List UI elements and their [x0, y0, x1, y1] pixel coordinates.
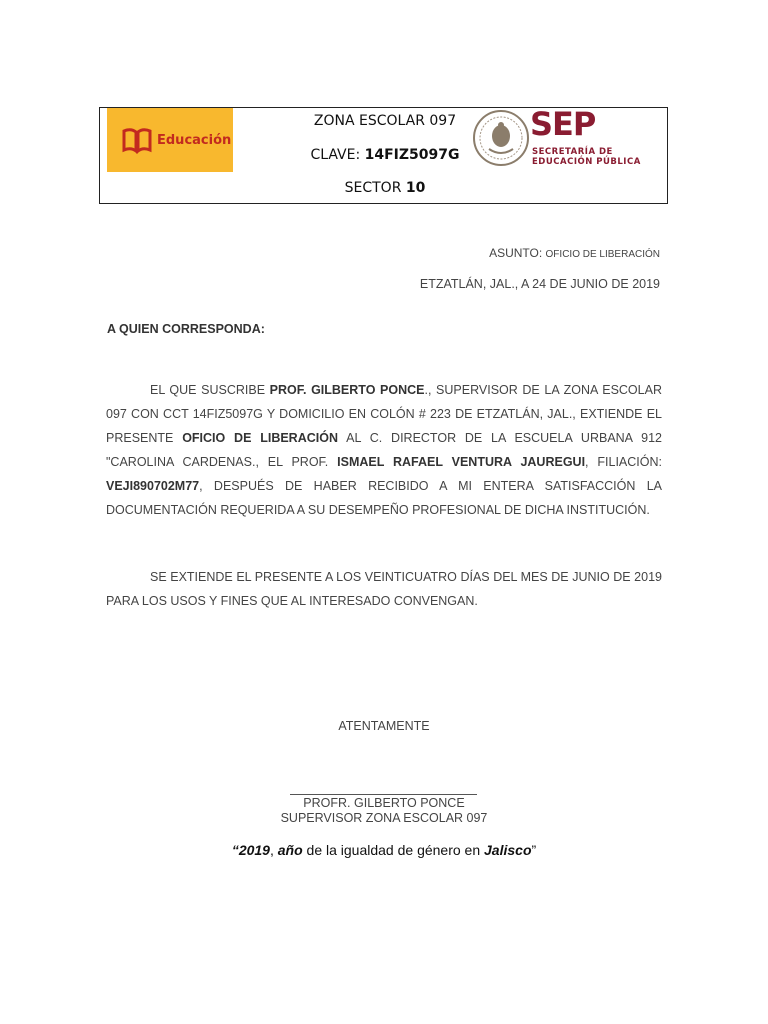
body-paragraph-1	[106, 378, 662, 522]
motto-comma: ,	[269, 842, 278, 858]
p1-text-3: AL C. DIRECTOR DE LA ESCUELA URBANA 912 "CAROLINA CARDENAS., EL PROF.	[106, 431, 662, 469]
zona-escolar: ZONA ESCOLAR 097	[313, 113, 457, 129]
closing: ATENTAMENTE	[338, 719, 430, 733]
motto-text: de la igualdad de género en	[302, 842, 485, 858]
asunto-value: OFICIO DE LIBERACIÓN	[545, 249, 660, 260]
motto-jalisco: Jalisco	[484, 842, 532, 858]
sep-subtitle-line-1: SECRETARÍA DE	[532, 147, 613, 157]
motto-ano: año	[277, 842, 303, 858]
book-icon	[121, 126, 153, 154]
p1-text-1: EL QUE SUSCRIBE	[150, 383, 270, 397]
letterhead	[99, 107, 668, 204]
sep-logo-text: SEP	[530, 105, 596, 143]
p1-text-4: , FILIACIÓN:	[585, 455, 662, 469]
motto	[0, 842, 768, 858]
p1-text-5: , DESPUÉS DE HABER RECIBIDO A MI ENTERA SATISFACCIÓN LA DOCUMENTACIÓN REQUERIDA A SU DESEMPEÑO PROFESIONAL DE DICHA INSTITUCIÓN.	[106, 479, 662, 517]
date-line: ETZATLÁN, JAL., A 24 DE JUNIO DE 2019	[419, 277, 660, 291]
sector-value: 10	[405, 180, 426, 196]
motto-close-quote: ”	[531, 842, 537, 858]
asunto-label: ASUNTO:	[489, 246, 546, 260]
asunto	[489, 246, 660, 260]
clave-value: 14FIZ5097G	[364, 147, 460, 163]
p1-text-2: ., SUPERVISOR DE LA ZONA ESCOLAR 097 CON CCT 14FIZ5097G Y DOMICILIO EN COLÓN # 223 DE ETZATLÁN, JAL., EXTIENDE EL PRESENTE	[106, 383, 662, 445]
motto-open-quote: “	[231, 842, 239, 858]
clave-label: CLAVE:	[310, 147, 365, 163]
motto-year: 2019	[238, 842, 270, 858]
signer-title: SUPERVISOR ZONA ESCOLAR 097	[280, 811, 488, 825]
mexico-coat-of-arms-seal	[472, 109, 530, 167]
oficio-title: OFICIO DE LIBERACIÓN	[182, 431, 338, 445]
clave	[290, 147, 480, 163]
sep-subtitle-line-2: EDUCACIÓN PÚBLICA	[532, 157, 641, 167]
filiacion-value: VEJI890702M77	[106, 479, 200, 493]
salutation: A QUIEN CORRESPONDA:	[107, 322, 265, 336]
supervisor-name: PROF. GILBERTO PONCE	[269, 383, 425, 397]
educacion-logo-text: Educación	[157, 132, 232, 148]
signature-line	[290, 794, 477, 795]
signer-name: PROFR. GILBERTO PONCE	[303, 796, 465, 810]
teacher-name: ISMAEL RAFAEL VENTURA JAUREGUI	[337, 455, 586, 469]
p2-text: SE EXTIENDE EL PRESENTE A LOS VEINTICUATRO DÍAS DEL MES DE JUNIO DE 2019 PARA LOS USOS Y FINES QUE AL INTERESADO CONVENGAN.	[106, 570, 662, 608]
sector-label: SECTOR	[344, 180, 406, 196]
sector	[290, 180, 480, 196]
sep-subtitle	[532, 147, 641, 167]
educacion-logo	[107, 108, 233, 172]
body-paragraph-2	[106, 565, 662, 613]
